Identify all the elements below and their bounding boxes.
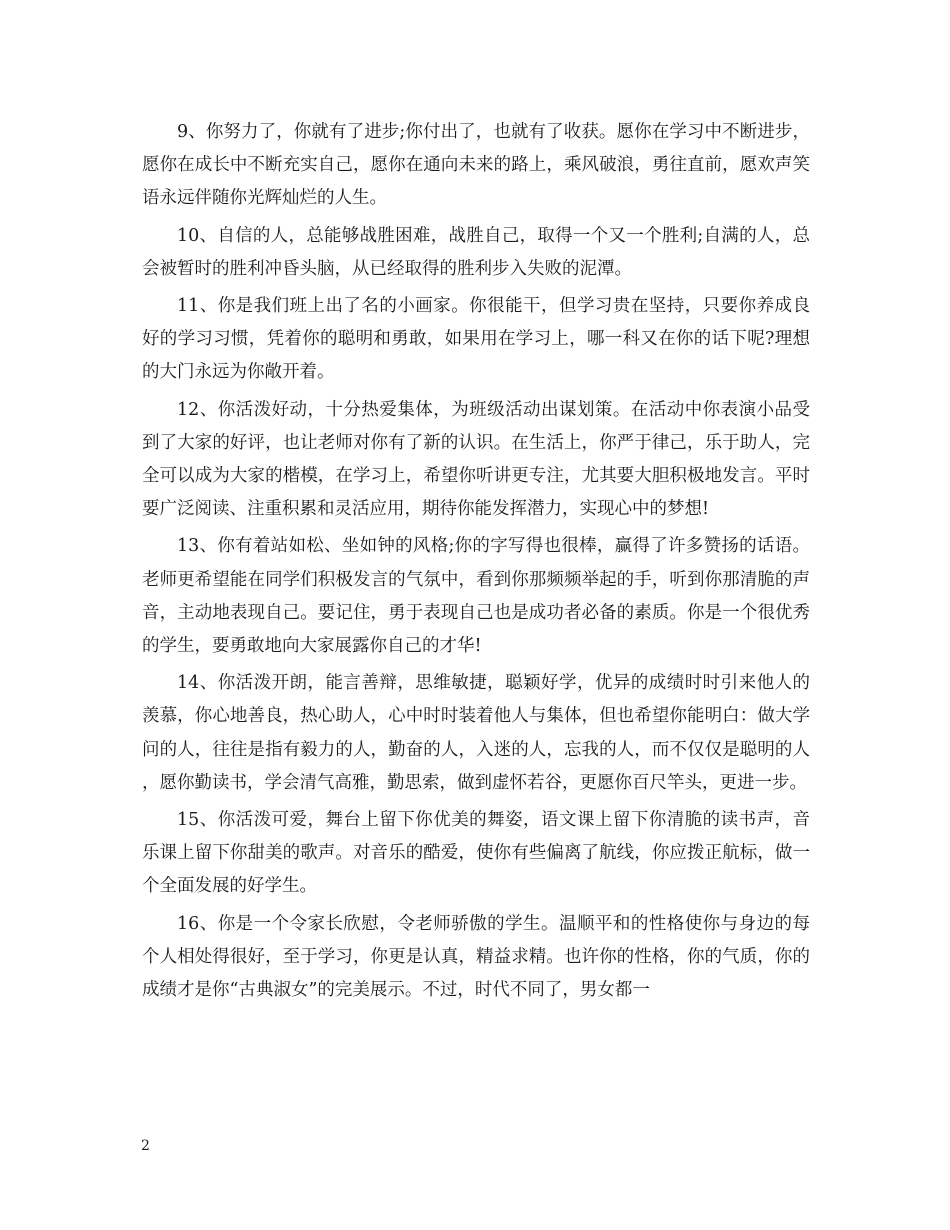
paragraph-14: 14、你活泼开朗，能言善辩，思维敏捷，聪颖好学，优异的成绩时时引来他人的羡慕，你心地善良，热心助人，心中时时装着他人与集体，但也希望你能明白：做大学问的人，往往是指有毅力的人，勤奋的人，入迷的人，忘我的人，而不仅仅是聪明的人，愿你勤读书，学会清气高雅，勤思索，做到虚怀若谷，更愿你百尺竿头，更进一步。 [142, 673, 810, 793]
paragraph-11: 11、你是我们班上出了名的小画家。你很能干，但学习贵在坚持，只要你养成良好的学习习惯，凭着你的聪明和勇敢，如果用在学习上，哪一科又在你的话下呢?理想的大门永远为你敞开着。 [142, 296, 810, 383]
paragraph-10: 10、自信的人，总能够战胜困难，战胜自己，取得一个又一个胜利;自满的人，总会被暂时的胜利冲昏头脑，从已经取得的胜利步入失败的泥潭。 [142, 225, 810, 279]
paragraph-16: 16、你是一个令家长欣慰，令老师骄傲的学生。温顺平和的性格使你与身边的每个人相处得很好，至于学习，你更是认真，精益求精。也许你的性格，你的气质，你的成绩才是你“古典淑女”的完美展示。不过，时代不同了，男女都一 [142, 913, 810, 1001]
paragraph-15: 15、你活泼可爱，舞台上留下你优美的舞姿，语文课上留下你清脆的读书声，音乐课上留下你甜美的歌声。对音乐的酷爱，使你有些偏离了航线，你应拨正航标，做一个全面发展的好学生。 [142, 810, 810, 897]
paragraph-9: 9、你努力了，你就有了进步;你付出了，也就有了收获。愿你在学习中不断进步，愿你在成长中不断充实自己，愿你在通向未来的路上，乘风破浪，勇往直前，愿欢声笑语永远伴随你光辉灿烂的人生。 [142, 122, 810, 209]
page-number: 2 [141, 1138, 150, 1154]
paragraph-13: 13、你有着站如松、坐如钟的风格;你的字写得也很棒，赢得了许多赞扬的话语。老师更希望能在同学们积极发言的气氛中，看到你那频频举起的手，听到你那清脆的声音，主动地表现自己。要记住，勇于表现自己也是成功者必备的素质。你是一个很优秀的学生，要勇敢地向大家展露你自己的才华! [142, 536, 810, 657]
paragraph-12: 12、你活泼好动，十分热爱集体，为班级活动出谋划策。在活动中你表演小品受到了大家的好评，也让老师对你有了新的认识。在生活上，你严于律己，乐于助人，完全可以成为大家的楷模，在学习上，希望你听讲更专注，尤其要大胆积极地发言。平时要广泛阅读、注重积累和灵活应用，期待你能发挥潜力，实现心中的梦想! [142, 399, 810, 520]
document-body [142, 116, 810, 1011]
